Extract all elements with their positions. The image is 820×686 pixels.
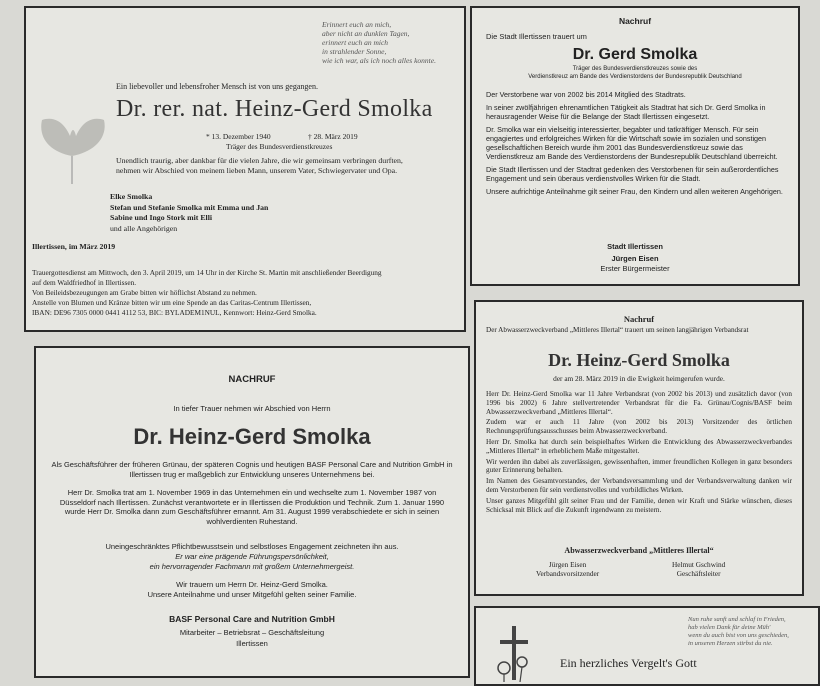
funeral-notes: Trauergottesdienst am Mittwoch, den 3. April 2019, um 14 Uhr in der Kirche St. Martin mit anschließender Beerdigung auf dem Waldfriedhof in Illertissen. Von Beileidsbezeugungen am Grabe bitten wir höflichst Abstand zu nehmen. Anstelle von Blumen und Kränze bitten wir um eine Spende an das Caritas-Centrum Illertissen, IBAN: DE96 7305 0000 0441 4112 53, BIC: BYLADEM1NUL, Kennwort: Heinz-Gerd Smolka. — [32, 268, 382, 317]
death-date: † 28. März 2019 — [308, 132, 358, 141]
poem: Erinnert euch an mich, aber nicht an dunklen Tagen, erinnert euch an mich in strahlender Sonne, wie ich war, als ich noch alles konnte. — [322, 20, 436, 65]
company-obituary — [34, 346, 470, 678]
signature-name: Jürgen Eisen — [611, 254, 659, 263]
thank-you-title: Ein herzliches Vergelt's Gott — [560, 656, 697, 670]
deceased-name: Dr. Gerd Smolka — [572, 46, 698, 63]
thank-you-notice — [474, 606, 820, 686]
place-date: Illertissen, im März 2019 — [32, 242, 116, 251]
signature-2: Helmut Gschwind Geschäftsleiter — [672, 560, 726, 578]
signature-line: Mitarbeiter – Betriebsrat – Geschäftsleitung — [179, 628, 325, 637]
heading: NACHRUF — [228, 374, 276, 385]
signature-org: BASF Personal Care and Nutrition GmbH — [169, 614, 335, 624]
signature-org: Stadt Illertissen — [607, 242, 663, 251]
deceased-name: Dr. Heinz-Gerd Smolka — [548, 350, 730, 370]
ginkgo-leaf-icon — [32, 108, 112, 188]
poem: Nun ruhe sanft und schlaf in Frieden, hab vielen Dank für deine Müh' wenn du auch bist von uns geschieden, in unseren Herzen stirbst du nie. — [688, 616, 789, 647]
cross-with-roses-icon — [490, 622, 538, 682]
body-para-3a: Uneingeschränktes Pflichtbewusstsein und selbstloses Engagement zeichneten ihn aus. — [105, 542, 399, 551]
signature-title: Erster Bürgermeister — [600, 264, 670, 273]
death-line: der am 28. März 2019 in die Ewigkeit heimgerufen wurde. — [553, 374, 725, 383]
signature-place: Illertissen — [236, 639, 268, 648]
heading: Nachruf — [623, 314, 655, 324]
obituary-body: Herr Dr. Heinz-Gerd Smolka war 11 Jahre Verbandsrat (von 2002 bis 2013) und zusätzlich davor (von 1996 bis 2002) 6 Jahre stellvertretender Verbandsrat für die Fa. Grünau/Cognis/BASF beim Abwasserzweckverband „Mittleres Illertal“. Zudem war er auch 11 Jahre (von 2002 bis 2013) Vorsitzender des örtlichen Rechnungsprüfungsausschusses beim Abwasserzweckverband. Herr Dr. Smolka hat durch sein beispielhaftes Wirken die Entwicklung des Abwasserzweckverbandes „Mittleres Illertal“ in erheblichem Maße mitgestaltet. Wir werden ihn dabei als zuverlässigen, gewissenhaften, immer freundlichen Kollegen in ganz besonders guter Erinnerung behalten. Im Namen des Gesamtvorstandes, der Verbandsversammlung und der Verbandsverwaltung danken wir dem Verstorbenen für sein verdienstvolles und vorbildliches Wirken. Unser ganzes Mitgefühl gilt seiner Frau und der Familie, denen wir Kraft und Stärke wünschen, dieses Schicksal mit Blick auf die Zukunft irgendwann zu meistern. — [486, 390, 792, 514]
body-para-4b: Unsere Anteilnahme und unser Mitgefühl gelten seiner Familie. — [147, 590, 357, 599]
text-line-1: Unendlich traurig, aber dankbar für die vielen Jahre, die wir gemeinsam verbringen durften, — [116, 156, 403, 165]
award-line-1: Träger des Bundesverdienstkreuzes sowie des — [572, 66, 698, 72]
body-para-2: Herr Dr. Smolka trat am 1. November 1969 in das Unternehmen ein und wechselte zum 1. November 1987 von Düsseldorf nach Illertissen. Zunächst verantwortete er in Illertissen die Produktion und Technik. Zum 1. Januar 1990 wurde Herr Dr. Smolka dann zum Geschäftsführer ernannt. Am 31. August 1999 verabschiedete er sich in seinen wohlverdienten Ruhestand. — [59, 488, 445, 526]
signature-1: Jürgen Eisen Verbandsvorsitzender — [536, 560, 600, 578]
city-obituary — [470, 6, 800, 286]
deceased-name: Dr. rer. nat. Heinz-Gerd Smolka — [116, 96, 433, 122]
deceased-name: Dr. Heinz-Gerd Smolka — [133, 424, 371, 449]
body-para-4a: Wir trauern um Herrn Dr. Heinz-Gerd Smolka. — [176, 580, 328, 589]
birth-date: * 13. Dezember 1940 — [206, 132, 271, 141]
text-line-2: nehmen wir Abschied von meinem lieben Mann, unserem Vater, Schwiegervater und Opa. — [116, 166, 398, 175]
intro-line: In tiefer Trauer nehmen wir Abschied von Herrn — [173, 404, 331, 413]
body-para-1: Als Geschäftsführer der früheren Grünau, der späteren Cognis und heutigen BASF Personal Care and Nutrition GmbH in Illertissen trug er maßgeblich zur Entwicklung unseres Unternehmens bei. — [51, 460, 453, 479]
award-line-2: Verdienstkreuz am Bande des Verdienstordens der Bundesrepublik Deutschland — [528, 74, 742, 80]
association-obituary — [474, 300, 804, 596]
heading: Nachruf — [618, 16, 652, 26]
intro-text: Ein liebevoller und lebensfroher Mensch ist von uns gegangen. — [116, 82, 318, 91]
signature-org: Abwasserzweckverband „Mittleres Illertal“ — [564, 546, 714, 555]
intro-line: Der Abwasserzweckverband „Mittleres Illertal“ trauert um seinen langjährigen Verbandsrat — [486, 326, 749, 334]
body-para-3c: ein hervorragender Fachmann mit großem Unternehmergeist. — [149, 562, 355, 571]
family-list: Elke Smolka Stefan und Stefanie Smolka mit Emma und Jan Sabine und Ingo Stork mit Elli und alle Angehörigen — [110, 192, 269, 233]
award-text: Träger des Bundesverdienstkreuzes — [226, 142, 333, 151]
family-obituary — [24, 6, 466, 332]
body-para-3b: Er war eine prägende Führungspersönlichkeit, — [175, 552, 329, 561]
intro-line: Die Stadt Illertissen trauert um — [486, 32, 587, 41]
obituary-body: Der Verstorbene war von 2002 bis 2014 Mitglied des Stadtrats. In seiner zwölfjährigen ehrenamtlichen Tätigkeit als Stadtrat hat sich Dr. Gerd Smolka in herausragender Weise für die Belange der Stadt Illertissen eingesetzt. Dr. Smolka war ein vielseitig interessierter, begabter und tatkräftiger Mensch. Für sein engagiertes und erfolgreiches Wirken für die Wirtschaft sowie im sozialen und sonstigen gesellschaftlichen Bereich wurde ihm 2001 das Bundesverdienstkreuz sowie das Verdienstkreuz am Bande des Verdienstordens der Bundesrepublik Deutschland überreicht. Die Stadt Illertissen und der Stadtrat gedenken des Verstorbenen für sein außerordentliches Engagement und sein überaus verdienstvolles Wirken für die Stadt. Unsere aufrichtige Anteilnahme gilt seiner Frau, den Kindern und allen weiteren Angehörigen. — [486, 90, 783, 196]
